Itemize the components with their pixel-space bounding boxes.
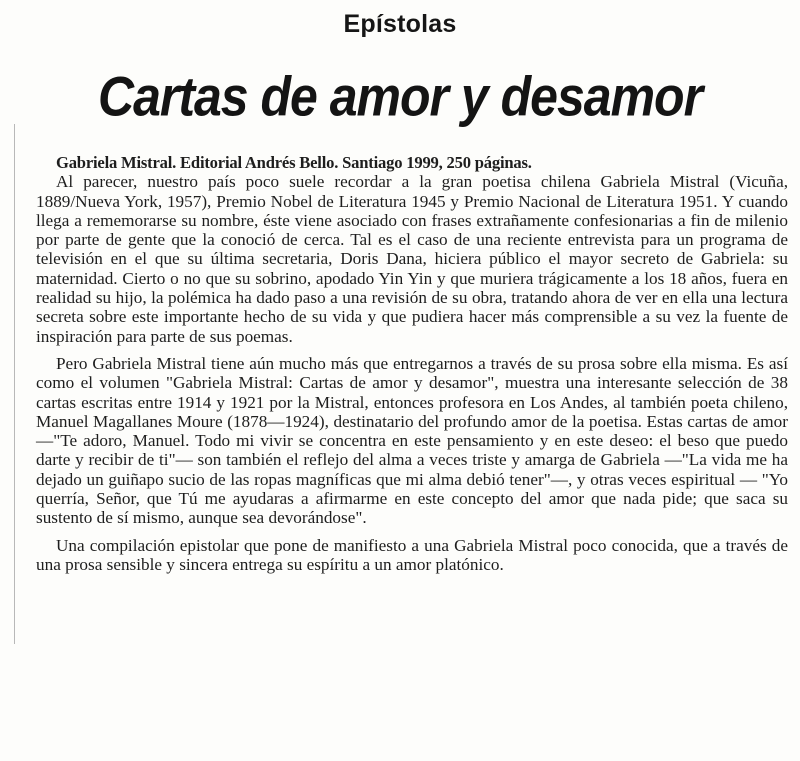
article-paragraph: Al parecer, nuestro país poco suele recordar a la gran poetisa chilena Gabriela Mistral (Vicuña, 1889/Nueva York, 1957), Premio Nobel de Literatura 1945 y Premio Nacional de Literatura 1951. Y cuando llega a rememorarse su nombre, éste viene asociado con frases extrañamente confesionarias a fin de milenio por parte de gente que la conoció de cerca. Tal es el caso de una reciente entrevista para un programa de televisión en el que su última secretaria, Doris Dana, hiciera público el mayor secreto de Gabriela: su maternidad. Cierto o no que su sobrino, apodado Yin Yin y que muriera trágicamente a los 18 años, fuera en realidad su hijo, la polémica ha dado paso a una revisión de su obra, tratando ahora de ver en ella una lectura secreta sobre este importante hecho de su vida y que pudiera hacer más comprensible a su vez la fuente de inspiración para parte de sus poemas. [36, 172, 788, 346]
section-label: Epístolas [343, 10, 457, 38]
article-paragraph: Pero Gabriela Mistral tiene aún mucho más que entregarnos a través de su prosa sobre ella misma. Es así como el volumen "Gabriela Mistral: Cartas de amor y desamor", muestra una interesante selección de 38 cartas escritas entre 1914 y 1921 por la Mistral, entonces profesora en Los Andes, al también poeta chileno, Manuel Magallanes Moure (1878—1924), destinatario del profundo amor de la poetisa. Estas cartas de amor —"Te adoro, Manuel. Todo mi vivir se concentra en este pensamiento y en este deseo: el beso que puedo darte y recibir de ti"— son también el reflejo del alma a veces triste y amarga de Gabriela —"La vida me ha dejado un guiñapo sucio de las ropas magníficas que mi alma debió tener"—, y otras veces espiritual — "Yo querría, Señor, que Tú me ayudaras a afirmarme en este concepto del amor que nada pide; que saca su sustento de sí mismo, aunque sea devorándose". [36, 353, 788, 528]
book-byline: Gabriela Mistral. Editorial Andrés Bello. Santiago 1999, 250 páginas. [56, 153, 532, 172]
article-paragraph: Una compilación epistolar que pone de manifiesto a una Gabriela Mistral poco conocida, que a través de una prosa sensible y sincera entrega su espíritu a un amor platónico. [36, 535, 788, 574]
column-divider [14, 124, 15, 644]
article-body [36, 153, 788, 582]
headline: Cartas de amor y desamor [97, 65, 703, 128]
